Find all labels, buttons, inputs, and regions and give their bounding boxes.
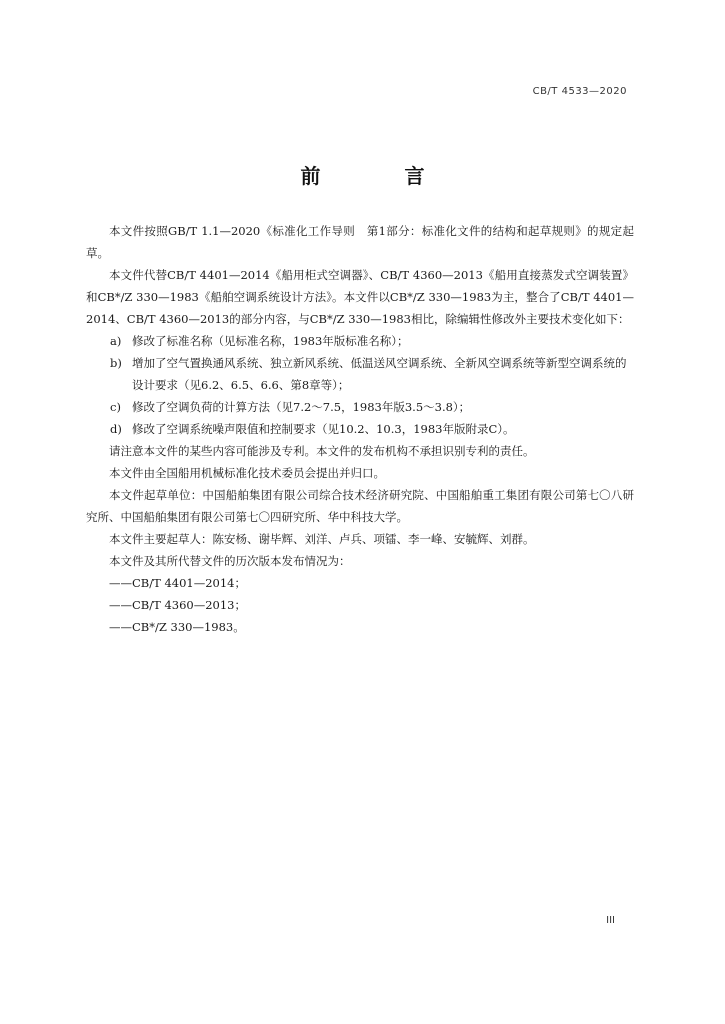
paragraph-drafting-units: 本文件起草单位：中国船舶集团有限公司综合技术经济研究院、中国船舶重工集团有限公司第七〇八研究所、中国船舶集团有限公司第七〇四研究所、华中科技大学。: [86, 488, 634, 524]
paragraph-patent-notice: 请注意本文件的某些内容可能涉及专利。本文件的发布机构不承担识别专利的责任。: [109, 444, 535, 458]
paragraph-drafters: 本文件主要起草人：陈安杨、谢毕辉、刘洋、卢兵、项镭、李一峰、安毓辉、刘群。: [109, 532, 535, 546]
change-item-marker: c): [110, 400, 121, 414]
paragraph-replacement: 本文件代替CB/T 4401—2014《船用柜式空调器》、CB/T 4360—2013《船用直接蒸发式空调装置》和CB*/Z 330—1983《船舶空调系统设计方法》。本文件以CB*/Z 330—1983为主，整合了CB/T 4401—2014、CB/T 4360—2013的部分内容，与CB*/Z 330—1983相比，除编辑性修改外主要技术变化如下：: [86, 268, 634, 326]
change-item: [88, 330, 634, 352]
standard-code: CB/T 4533—2020: [532, 86, 627, 97]
paragraph-history-intro: 本文件及其所代替文件的历次版本发布情况为：: [109, 554, 351, 568]
paragraph-proposer: 本文件由全国船用机械标准化技术委员会提出并归口。: [109, 466, 385, 480]
change-item-text: 修改了空调负荷的计算方法（见7.2～7.5，1983年版3.5～3.8）；: [132, 400, 471, 414]
history-item: ——CB/T 4401—2014；: [109, 576, 246, 590]
paragraph-drafting-rules: 本文件按照GB/T 1.1—2020《标准化工作导则 第1部分：标准化文件的结构和起草规则》的规定起草。: [86, 224, 634, 260]
change-item-text: 增加了空气置换通风系统、独立新风系统、低温送风空调系统、全新风空调系统等新型空调系统的设计要求（见6.2、6.5、6.6、第8章等）；: [132, 356, 627, 392]
history-item: ——CB*/Z 330—1983。: [109, 620, 245, 634]
change-item: [88, 396, 634, 418]
change-item-marker: b): [110, 356, 122, 370]
change-item: [88, 352, 634, 396]
change-item-text: 修改了标准名称（见标准名称，1983年版标准名称）；: [132, 334, 409, 348]
section-title: 前 言: [300, 164, 457, 188]
change-item-text: 修改了空调系统噪声限值和控制要求（见10.2、10.3，1983年版附录C）。: [132, 422, 515, 436]
foreword-body: [86, 220, 634, 638]
change-item-marker: d): [110, 422, 122, 436]
history-item: ——CB/T 4360—2013；: [109, 598, 246, 612]
page-number: III: [606, 915, 615, 926]
change-item-marker: a): [110, 334, 122, 348]
change-item: [88, 418, 634, 440]
